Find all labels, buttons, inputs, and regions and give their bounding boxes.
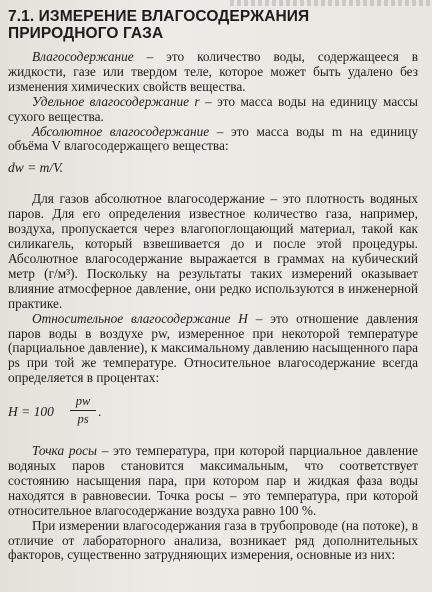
title-line-1: 7.1. ИЗМЕРЕНИЕ ВЛАГОСОДЕРЖАНИЯ <box>8 8 310 25</box>
paragraph-absolute-moisture <box>8 125 418 155</box>
paragraph-dew-point <box>8 444 418 519</box>
term-relative-moisture: Относительное влагосодержание H <box>32 310 248 326</box>
paragraph-text: – это температура, при которой парциальное давление водяных паров становится максимальным, что соответствует состоянию насыщения пара, при котором пар и жидкая фаза воды находятся в равновесии. Точка росы – это температура, при которой относительное влагосодержание воздуха равно 100 %. <box>8 443 418 518</box>
paragraph-text: – это количество воды, содержащееся в жидкости, газе или твердом теле, которое может быть удалено без изменения химических свойств вещества. <box>8 49 418 94</box>
formula-fraction <box>70 394 96 427</box>
paragraph-moisture-definition <box>8 50 418 95</box>
paragraph-relative-moisture <box>8 312 418 387</box>
formula-relative-moisture <box>8 390 418 434</box>
paragraph-text: – это отношение давления паров воды в воздухе pw, измеренное при некоторой температуре (парциальное давление), к максимальному давлению насыщенного пара ps при той же температуре. Относительное влагосодержание всегда определяется в процентах: <box>8 310 419 386</box>
formula-lhs: H = 100 <box>8 404 54 420</box>
formula-absolute-moisture: dw = m/V. <box>8 160 63 176</box>
bleed-through-text <box>230 0 430 6</box>
title-line-2: ПРИРОДНОГО ГАЗА <box>8 25 164 42</box>
formula-tail: . <box>98 404 102 420</box>
paragraph-gas-absolute-moisture: Для газов абсолютное влагосодержание – это плотность водяных паров. Для его определения известное количество газа, например, воздуха, пропускается через влагопоглощающий материал, такой как силикагель, который взвешивается до и после этой процедуры. Абсолютное влагосодержание выражается в граммах на кубический метр (г/м³). Поскольку на результаты таких измерений оказывает влияние атмосферное давление, они редко используются в инженерной практике. <box>8 191 418 311</box>
formula-denominator: ps <box>77 412 89 427</box>
term-dew-point: Точка росы <box>32 443 98 459</box>
paragraph-text: – это масса воды на единицу массы сухого вещества. <box>8 93 418 124</box>
formula-numerator: pw <box>70 394 96 411</box>
paragraph-text: – это масса воды m на единицу объёма V влагосодержащего вещества: <box>8 123 418 154</box>
paragraph-specific-moisture <box>8 95 418 125</box>
term-specific-moisture: Удельное влагосодержание r <box>32 93 200 109</box>
term-moisture: Влагосодержание <box>32 49 134 64</box>
section-title <box>8 8 418 42</box>
paragraph-pipeline-measurement: При измерении влагосодержания газа в трубопроводе (на потоке), в отличие от лабораторного анализа, возникает ряд дополнительных факторов, существенно затрудняющих измерения, основные из них: <box>8 517 418 563</box>
term-absolute-moisture: Абсолютное влагосодержание <box>32 123 210 139</box>
